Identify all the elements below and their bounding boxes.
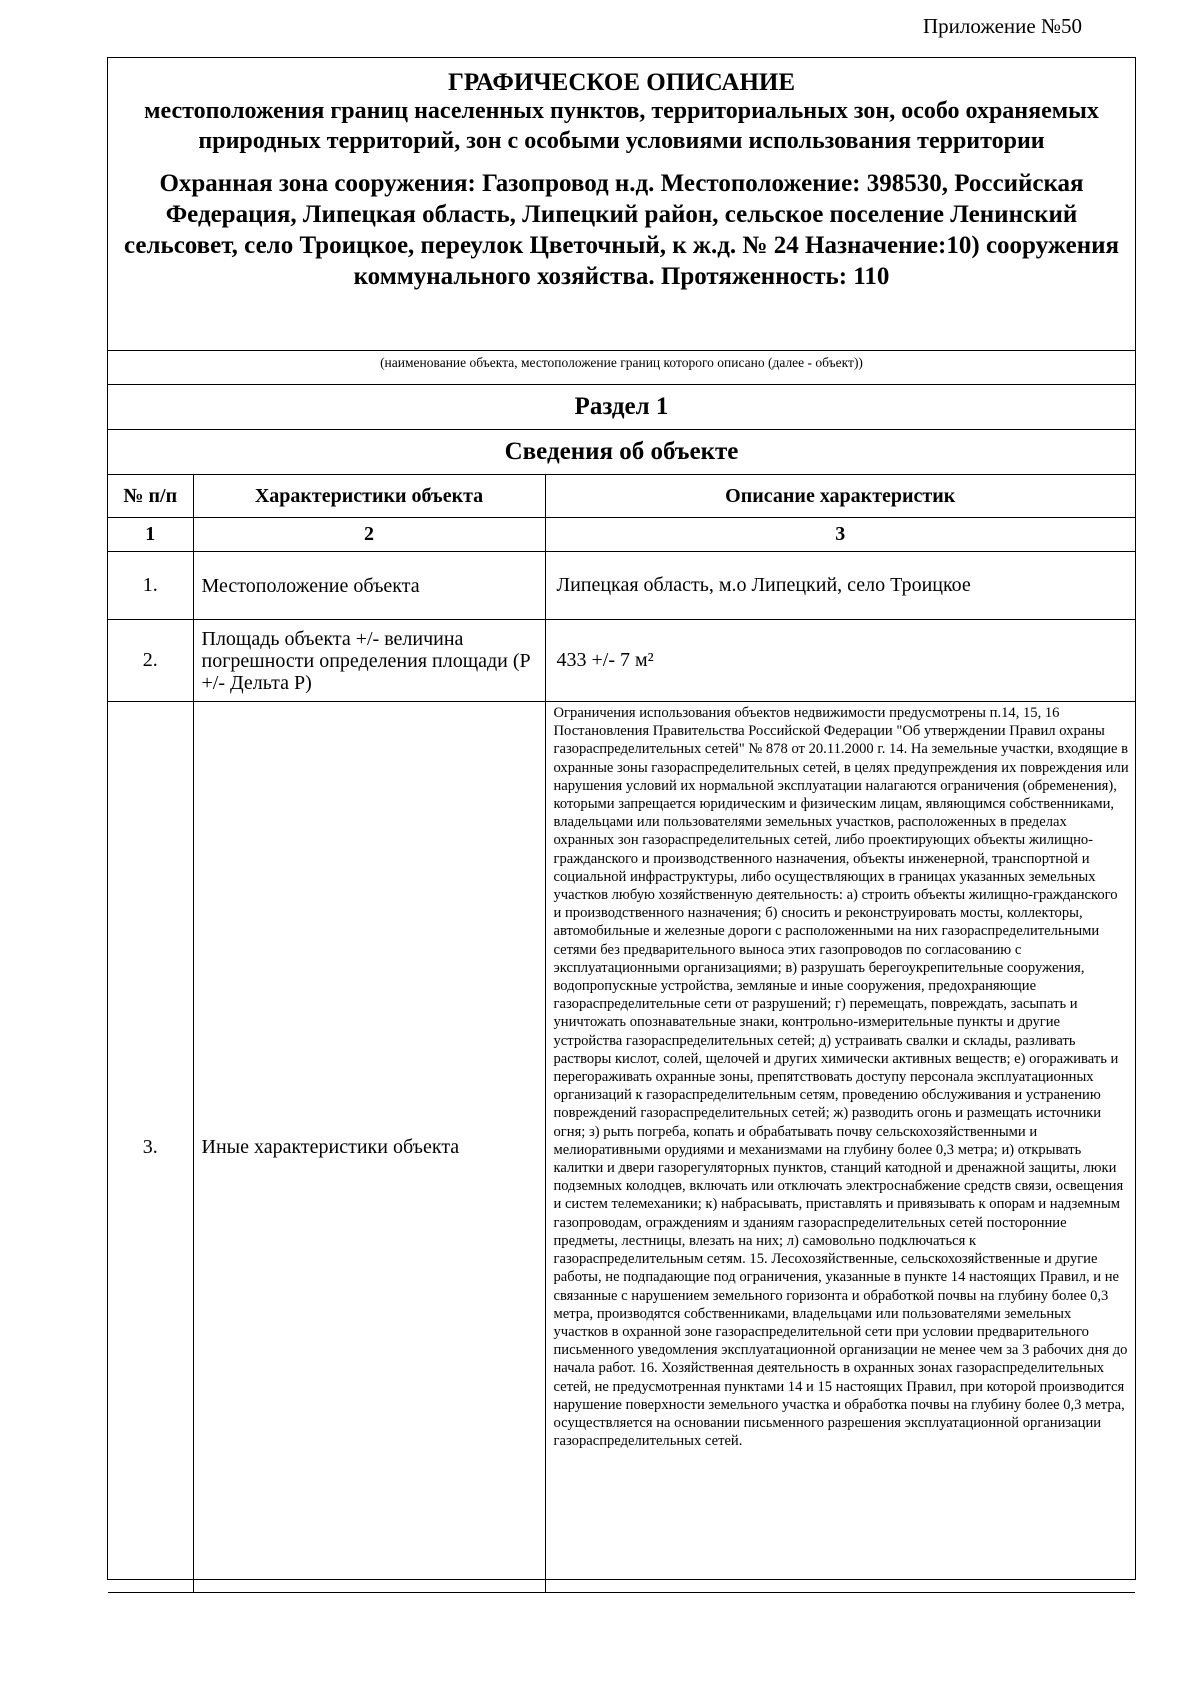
section-subtitle: Сведения об объекте <box>108 430 1135 475</box>
document-title: ГРАФИЧЕСКОЕ ОПИСАНИЕ <box>447 69 796 96</box>
row-description: 433 +/- 7 м² <box>545 620 1135 702</box>
row-description-cell <box>545 702 1135 1593</box>
document-subtitle: местоположения границ населенных пунктов, территориальных зон, особо охраняемых природных территорий, зон с особыми условиями использования территории <box>144 98 1099 154</box>
section-title: Раздел 1 <box>108 385 1135 430</box>
table-row <box>108 620 1135 702</box>
document-frame <box>107 57 1136 1580</box>
column-header-index: № п/п <box>108 475 193 518</box>
row-index: 1. <box>108 552 193 620</box>
row-description: Ограничения использования объектов недвижимости предусмотрены п.14, 15, 16 Постановления Правительства Российской Федерации "Об утверждении Правил охраны газораспределительных сетей" № 878 от 20.11.2000 г. 14. На земельные участки, входящие в охранные зоны газораспределительных сетей, в целях предупреждения их повреждения или нарушения условий их нормальной эксплуатации налагаются ограничения (обременения), которыми запрещается юридическим и физическим лицам, являющимся собственниками, владельцами или пользователями земельных участков, расположенных в пределах охранных зон газораспределительных сетей, либо проектирующих объекты жилищно-гражданского и производственного назначения, объекты инженерной, транспортной и социальной инфраструктуры, либо осуществляющих в границах указанных земельных участков любую хозяйственную деятельность: а) строить объекты жилищно-гражданского и производственного назначения; б) сносить и реконструировать мосты, коллекторы, автомобильные и железные дороги с расположенными на них газораспределительными сетями без предварительного выноса этих газопроводов по согласованию с эксплуатационными организациями; в) разрушать берегоукрепительные сооружения, водопропускные устройства, земляные и иные сооружения, предохраняющие газораспределительные сети от разрушений; г) перемещать, повреждать, засыпать и уничтожать опознавательные знаки, контрольно-измерительные пункты и другие устройства газораспределительных сетей; д) устраивать свалки и склады, разливать растворы кислот, солей, щелочей и других химически активных веществ; е) огораживать и перегораживать охранные зоны, препятствовать доступу персонала эксплуатационных организаций к газораспределительным сетям, проведению обслуживания и устранению повреждений газораспределительных сетей; ж) разводить огонь и размещать источники огня; з) рыть погреба, копать и обрабатывать почву сельскохозяйственными и мелиоративными орудиями и механизмами на глубину более 0,3 метра; и) открывать калитки и двери газорегуляторных пунктов, станций катодной и дренажной защиты, люки подземных колодцев, включать или отключать электроснабжение средств связи, освещения и систем телемеханики; к) набрасывать, приставлять и привязывать к опорам и надземным газопроводам, ограждениям и зданиям газораспределительных сетей посторонние предметы, лестницы, влезать на них; л) самовольно подключаться к газораспределительным сетям. 15. Лесохозяйственные, сельскохозяйственные и другие работы, не подпадающие под ограничения, указанные в пункте 14 настоящих Правил, и не связанные с нарушением земельного горизонта и обработкой почвы на глубину более 0,3 метра, производятся собственниками, владельцами или пользователями земельных участков в охранной зоне газораспределительной сети при условии предварительного письменного уведомления эксплуатационной организации не менее чем за 3 рабочих дня до начала работ. 16. Хозяйственная деятельность в охранных зонах газораспределительных сетей, не предусмотренная пунктами 14 и 15 настоящих Правил, при которой производится нарушение поверхности земельного участка и обработка почвы на глубину более 0,3 метра, осуществляется на основании письменного разрешения эксплуатационной организации газораспределительных сетей. <box>553 705 1129 1450</box>
document-header <box>108 70 1135 351</box>
row-description: Липецкая область, м.о Липецкий, село Троицкое <box>545 552 1135 620</box>
column-number: 1 <box>108 518 193 552</box>
column-number: 2 <box>193 518 545 552</box>
object-info-table <box>108 475 1135 1593</box>
column-number-row <box>108 518 1135 552</box>
appendix-label: Приложение №50 <box>923 14 1082 38</box>
object-name: Охранная зона сооружения: Газопровод н.д. Местоположение: 398530, Российская Федерация, Липецкая область, Липецкий район, сельское поселение Ленинский сельсовет, село Троицкое, переулок Цветочный, к ж.д. № 24 Назначение:10) сооружения коммунального хозяйства. Протяженность: 110 <box>123 170 1120 290</box>
table-row <box>108 552 1135 620</box>
row-index: 3. <box>108 702 193 1593</box>
table-header-row <box>108 475 1135 518</box>
row-index: 2. <box>108 620 193 702</box>
table-row <box>108 702 1135 1593</box>
column-header-characteristic: Характеристики объекта <box>193 475 545 518</box>
column-number: 3 <box>545 518 1135 552</box>
row-characteristic: Иные характеристики объекта <box>193 702 545 1593</box>
row-characteristic: Площадь объекта +/- величина погрешности определения площади (Р +/- Дельта Р) <box>193 620 545 702</box>
object-caption: (наименование объекта, местоположение границ которого описано (далее - объект)) <box>108 351 1135 385</box>
column-header-description: Описание характеристик <box>545 475 1135 518</box>
row-characteristic: Местоположение объекта <box>193 552 545 620</box>
